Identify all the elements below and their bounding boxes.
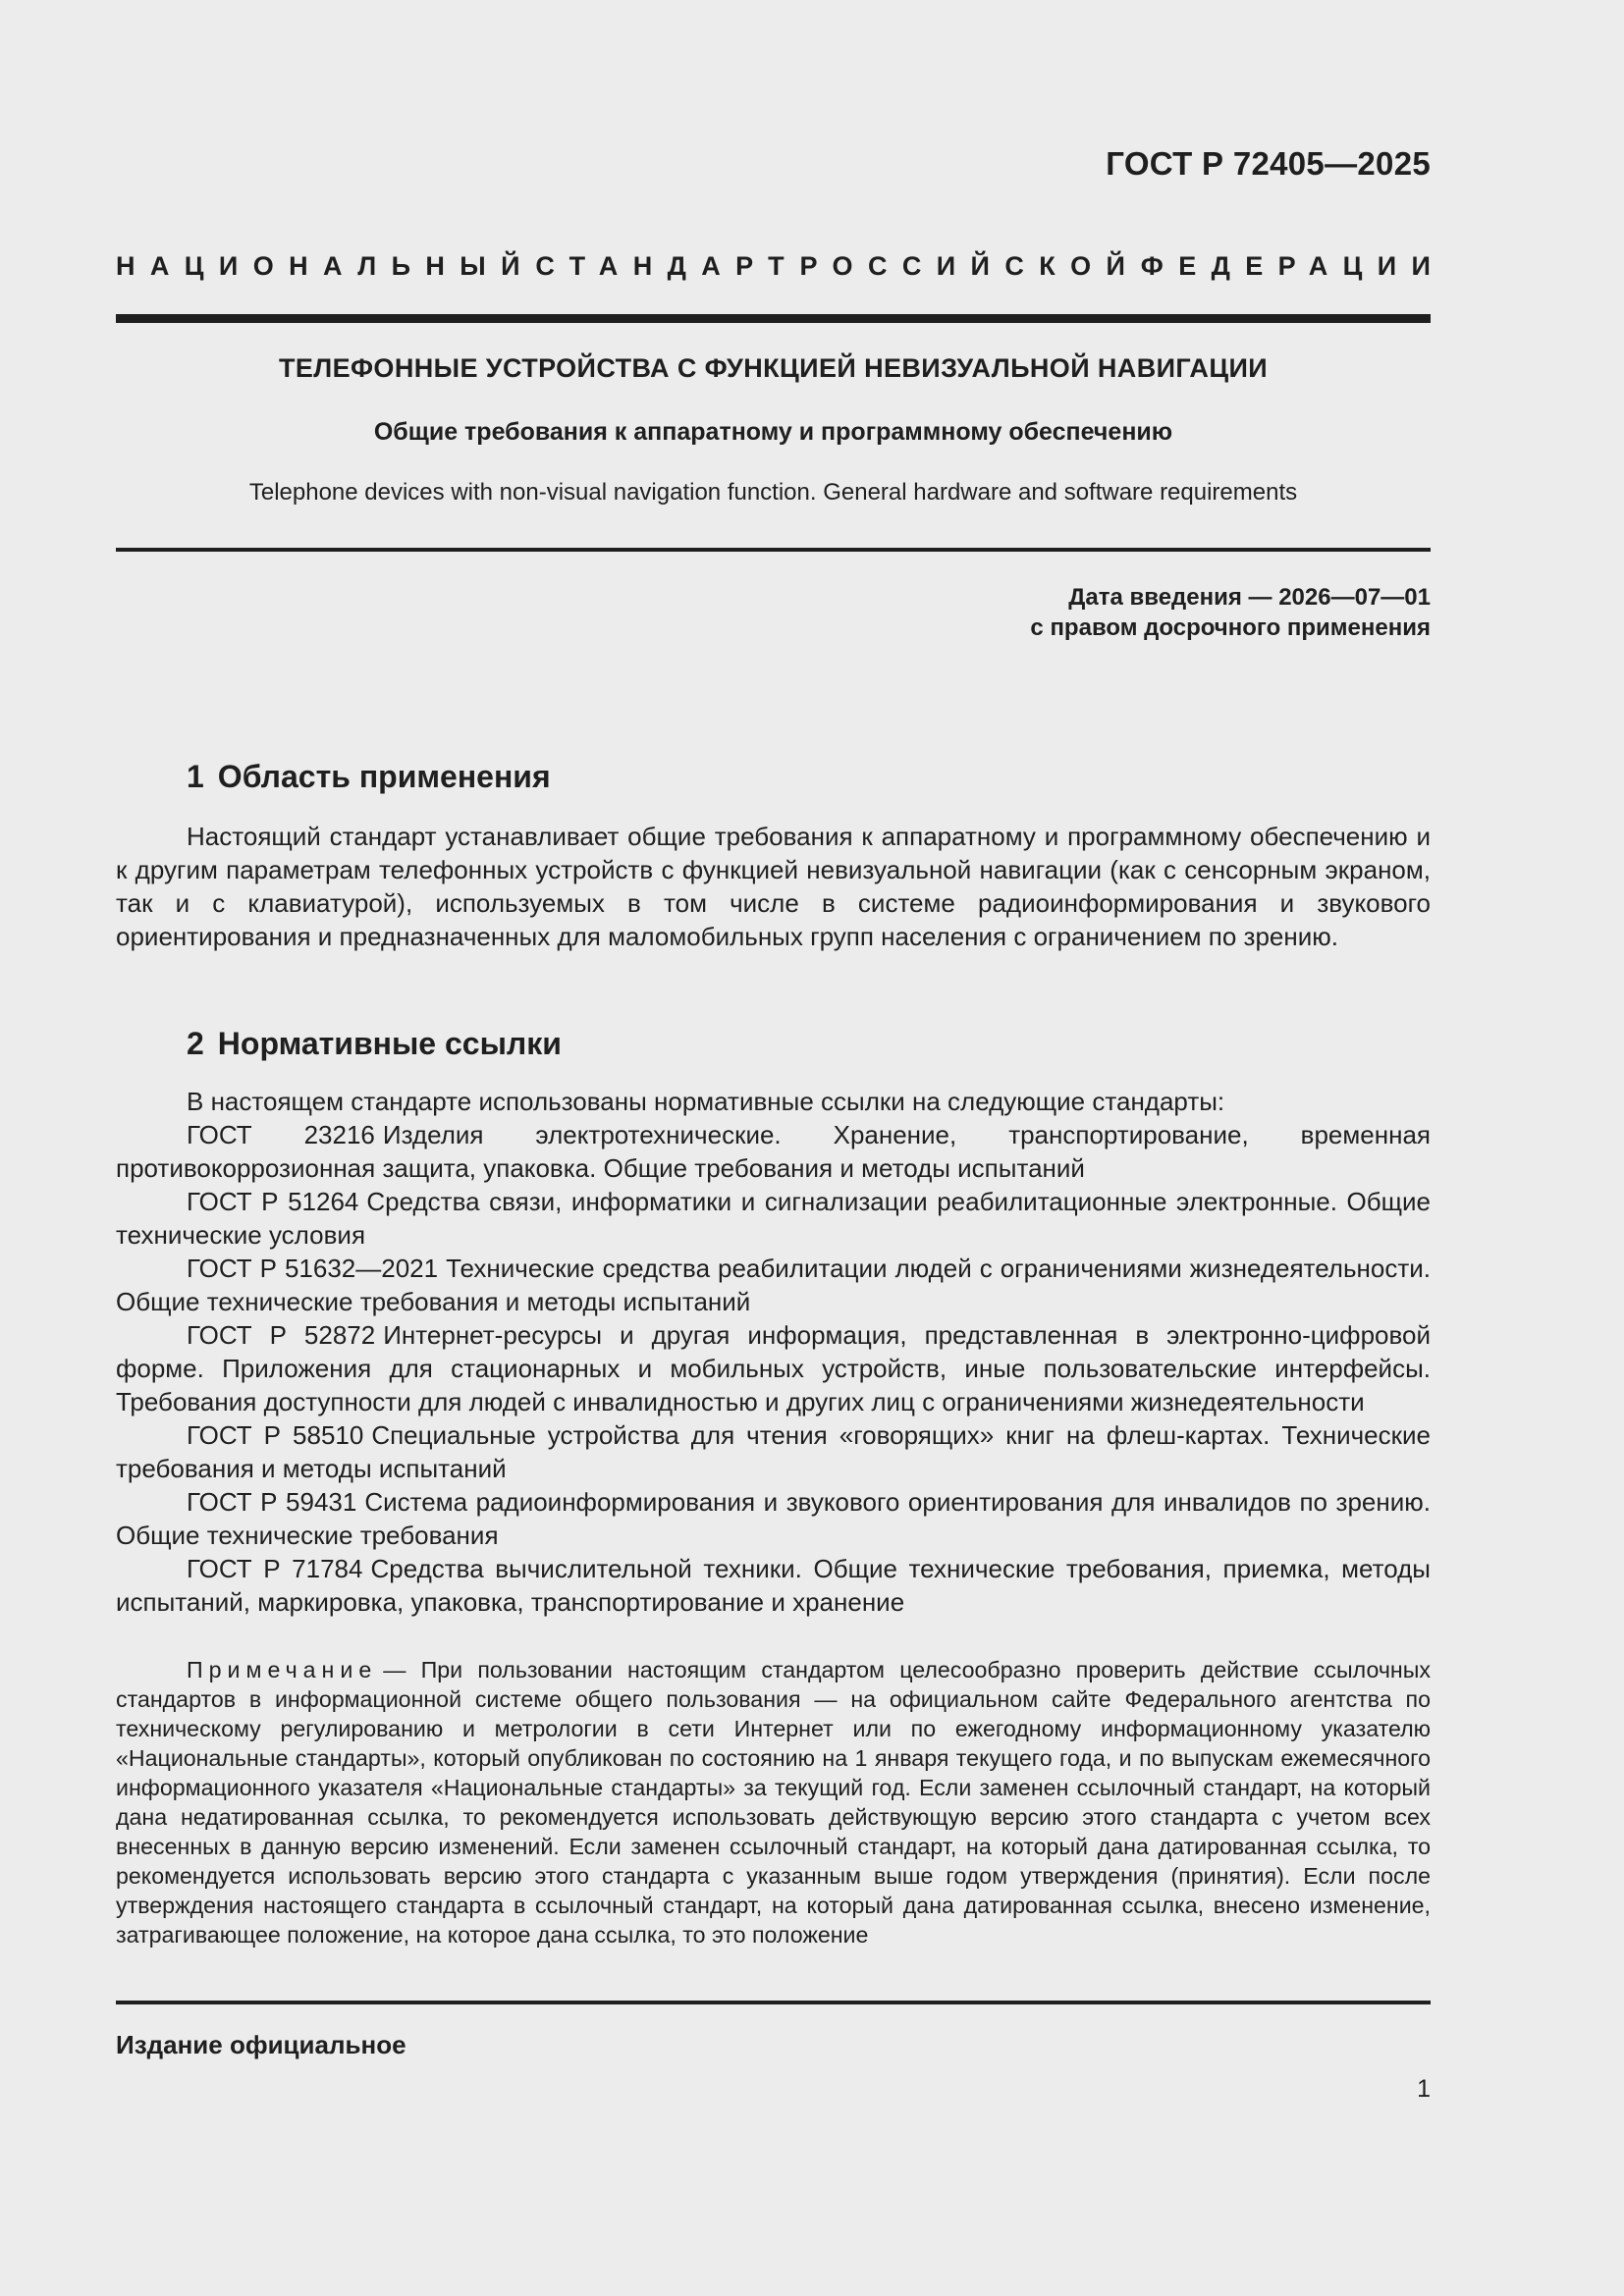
reference-item: [116, 1185, 1431, 1252]
reference-item: [116, 1485, 1431, 1552]
introduction-date-line: Дата введения — 2026—07—01: [1068, 584, 1431, 611]
section-number: 1: [187, 759, 204, 794]
reference-code: ГОСТ Р 52872: [187, 1320, 376, 1350]
section-title: Нормативные ссылки: [217, 1026, 562, 1061]
official-edition-label: Издание официальное: [116, 2030, 406, 2059]
header-word: НАЦИОНАЛЬНЫЙ: [116, 251, 535, 281]
references-intro: В настоящем стандарте использованы нормативные ссылки на следующие стандарты:: [187, 1087, 1225, 1116]
reference-text: Изделия электротехнические. Хранение, транспортирование, временная противокоррозионная защита, упаковка. Общие требования и методы испытаний: [116, 1120, 1431, 1183]
reference-text: Специальные устройства для чтения «говорящих» книг на флеш-картах. Технические требования и методы испытаний: [116, 1420, 1431, 1483]
title-rule: [116, 548, 1431, 552]
reference-code: ГОСТ Р 58510: [187, 1420, 364, 1450]
reference-item: [116, 1118, 1431, 1185]
note-text: — При пользовании настоящим стандартом целесообразно проверить действие ссылочных стандартов в информационной системе общего пользования — на официальном сайте Федерального агентства по техническому регулированию и метрологии в сети Интернет или по ежегодному информационному указателю «Национальные стандарты», который опубликован по состоянию на 1 января текущего года, и по выпускам ежемесячного информационного указателя «Национальные стандарты» за текущий год. Если заменен ссылочный стандарт, на который дана недатированная ссылка, то рекомендуется использовать действующую версию этого стандарта с учетом всех внесенных в данную версию изменений. Если заменен ссылочный стандарт, на который дана датированная ссылка, то рекомендуется использовать версию этого стандарта с указанным выше годом утверждения (принятия). Если после утверждения настоящего стандарта в ссылочный стандарт, на который дана датированная ссылка, внесено изменение, затрагивающее положение, на которое дана ссылка, то это положение: [116, 1657, 1431, 1948]
national-standard-header: [116, 251, 1446, 282]
header-word: СТАНДАРТ: [535, 251, 800, 281]
reference-item: [116, 1552, 1431, 1619]
document-title-english: Telephone devices with non-visual navigation function. General hardware and software requirements: [248, 479, 1298, 506]
header-rule-thick: [116, 314, 1431, 323]
reference-code: ГОСТ Р 51264: [187, 1187, 359, 1216]
document-code: ГОСТ Р 72405—2025: [1106, 145, 1431, 182]
scope-paragraph: Настоящий стандарт устанавливает общие требования к аппаратному и программному обеспечению и к другим параметрам телефонных устройств с функцией невизуальной навигации (как с сенсорным экраном, так и с клавиатурой), используемых в том числе в системе радиоинформирования и звукового ориентирования и предназначенных для маломобильных групп населения с ограничением по зрению.: [116, 822, 1431, 951]
page-number: 1: [1417, 2075, 1431, 2103]
document-title: ТЕЛЕФОННЫЕ УСТРОЙСТВА С ФУНКЦИЕЙ НЕВИЗУАЛЬНОЙ НАВИГАЦИИ: [278, 353, 1269, 383]
reference-item: [116, 1252, 1431, 1318]
reference-code: ГОСТ Р 51632—2021: [187, 1254, 439, 1283]
reference-text: Технические средства реабилитации людей с ограничениями жизнедеятельности. Общие технические требования и методы испытаний: [116, 1254, 1431, 1316]
references-list: [116, 1118, 1431, 1619]
reference-text: Система радиоинформирования и звукового ориентирования для инвалидов по зрению. Общие технические требования: [116, 1487, 1432, 1550]
section-number: 2: [187, 1026, 204, 1061]
reference-code: ГОСТ Р 59431: [187, 1487, 357, 1517]
section-title: Область применения: [217, 759, 551, 794]
reference-code: ГОСТ 23216: [187, 1120, 375, 1149]
section-heading-references: [187, 1026, 562, 1062]
note-label: Примечание: [187, 1657, 378, 1682]
early-application-line: с правом досрочного применения: [1030, 614, 1431, 641]
footer-rule: [116, 2001, 1431, 2004]
references-note: [116, 1655, 1431, 1949]
reference-text: Средства вычислительной техники. Общие технические требования, приемка, методы испытаний, маркировка, упаковка, транспортирование и хранение: [116, 1554, 1431, 1617]
reference-text: Интернет-ресурсы и другая информация, представленная в электронно-цифровой форме. Приложения для стационарных и мобильных устройств, иные пользовательские интерфейсы. Требования доступности для людей с инвалидностью и других лиц с ограничениями жизнедеятельности: [116, 1320, 1431, 1416]
section-heading-scope: [187, 759, 551, 795]
reference-item: [116, 1418, 1431, 1485]
introduction-date: [1030, 582, 1431, 643]
reference-code: ГОСТ Р 71784: [187, 1554, 363, 1583]
header-word: ФЕДЕРАЦИИ: [1140, 251, 1446, 281]
reference-text: Средства связи, информатики и сигнализации реабилитационные электронные. Общие технические условия: [116, 1187, 1431, 1250]
reference-item: [116, 1318, 1431, 1418]
header-word: РОССИЙСКОЙ: [799, 251, 1141, 281]
document-subtitle: Общие требования к аппаратному и программному обеспечению: [373, 418, 1173, 446]
